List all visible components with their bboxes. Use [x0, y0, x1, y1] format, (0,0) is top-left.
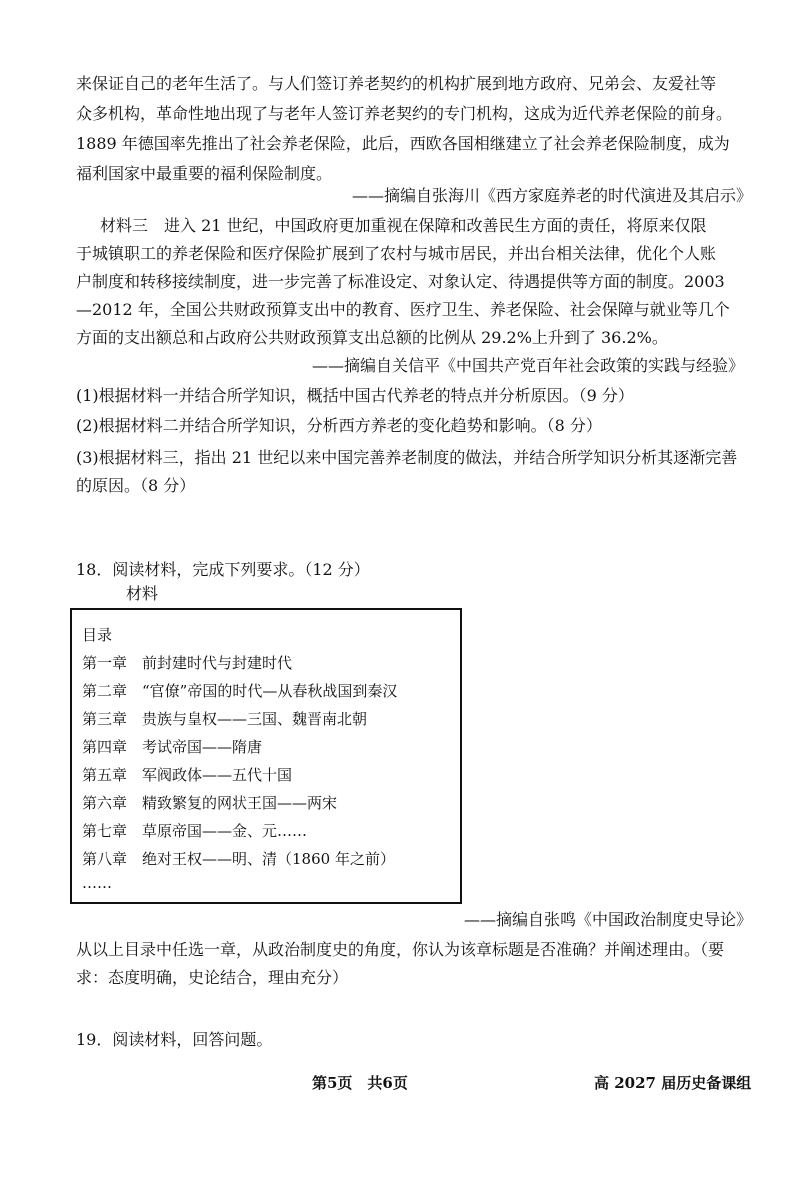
toc-chapter-1: 第一章 前封建时代与封建时代: [82, 654, 293, 672]
question-17-1: (1)根据材料一并结合所学知识，概括中国古代养老的特点并分析原因。（9 分）: [76, 386, 634, 405]
toc-box: [70, 608, 462, 904]
toc-chapter-4: 第四章 考试帝国——隋唐: [82, 738, 263, 756]
material2-text-line: 来保证自己的老年生活了。与人们签订养老契约的机构扩展到地方政府、兄弟会、友爱社等: [76, 74, 717, 93]
footer-group: 高 2027 届历史备课组: [594, 1074, 752, 1092]
question-18-heading: 18．阅读材料，完成下列要求。（12 分）: [76, 560, 370, 579]
toc-chapter-8: 第八章 绝对王权——明、清（1860 年之前）: [82, 850, 395, 868]
question-17-3-cont: 的原因。（8 分）: [76, 476, 196, 495]
toc-chapter-6: 第六章 精致繁复的网状王国——两宋: [82, 794, 338, 812]
question-18-requirement-cont: 求：态度明确，史论结合，理由充分）: [76, 968, 349, 987]
question-17-3: (3)根据材料三，指出 21 世纪以来中国完善养老制度的做法，并结合所学知识分析其逐渐完善: [76, 448, 738, 467]
toc-chapter-5: 第五章 军阀政体——五代十国: [82, 766, 293, 784]
material2-text-line: 福利国家中最重要的福利保险制度。: [76, 164, 333, 183]
material3-text-line: 于城镇职工的养老保险和医疗保险扩展到了农村与城市居民，并出台相关法律，优化个人账: [76, 244, 717, 263]
material3-text-line: 户制度和转移接续制度，进一步完善了标准设定、对象认定、待遇提供等方面的制度。2003: [76, 272, 725, 291]
question-18-requirement: 从以上目录中任选一章，从政治制度史的角度，你认为该章标题是否准确？并阐述理由。（要: [76, 940, 725, 959]
toc-title: 目录: [82, 626, 113, 644]
material3-text-line: —2012 年，全国公共财政预算支出中的教育、医疗卫生、养老保险、社会保障与就业等几个: [76, 300, 730, 319]
material2-text-line: 众多机构，革命性地出现了与老年人签订养老契约的专门机构，这成为近代养老保险的前身。: [76, 104, 733, 123]
material2-source: ——摘编自张海川《西方家庭养老的时代演进及其启示》: [351, 186, 752, 205]
material3-text-line: 方面的支出额总和占政府公共财政预算支出总额的比例从 29.2%上升到了 36.2%。: [76, 328, 668, 347]
toc-chapter-7: 第七章 草原帝国——金、元……: [82, 822, 308, 840]
page-number: 第5页 共6页: [312, 1074, 408, 1092]
material2-text-line: 1889 年德国率先推出了社会养老保险，此后，西欧各国相继建立了社会养老保险制度，成为: [76, 134, 730, 153]
question-19-heading: 19．阅读材料，回答问题。: [76, 1030, 273, 1049]
toc-chapter-2: 第二章 “官僚”帝国的时代—从春秋战国到秦汉: [82, 682, 398, 700]
question-18-source: ——摘编自张鸣《中国政治制度史导论》: [463, 910, 752, 929]
material3-text-line: 材料三 进入 21 世纪，中国政府更加重视在保障和改善民生方面的责任，将原来仅限: [100, 216, 707, 235]
material3-source: ——摘编自关信平《中国共产党百年社会政策的实践与经验》: [311, 356, 744, 375]
toc-chapter-3: 第三章 贵族与皇权——三国、魏晋南北朝: [82, 710, 368, 728]
question-17-2: (2)根据材料二并结合所学知识，分析西方养老的变化趋势和影响。（8 分）: [76, 416, 602, 435]
toc-ellipsis: ……: [82, 874, 112, 892]
question-18-material-label: 材料: [126, 584, 159, 603]
